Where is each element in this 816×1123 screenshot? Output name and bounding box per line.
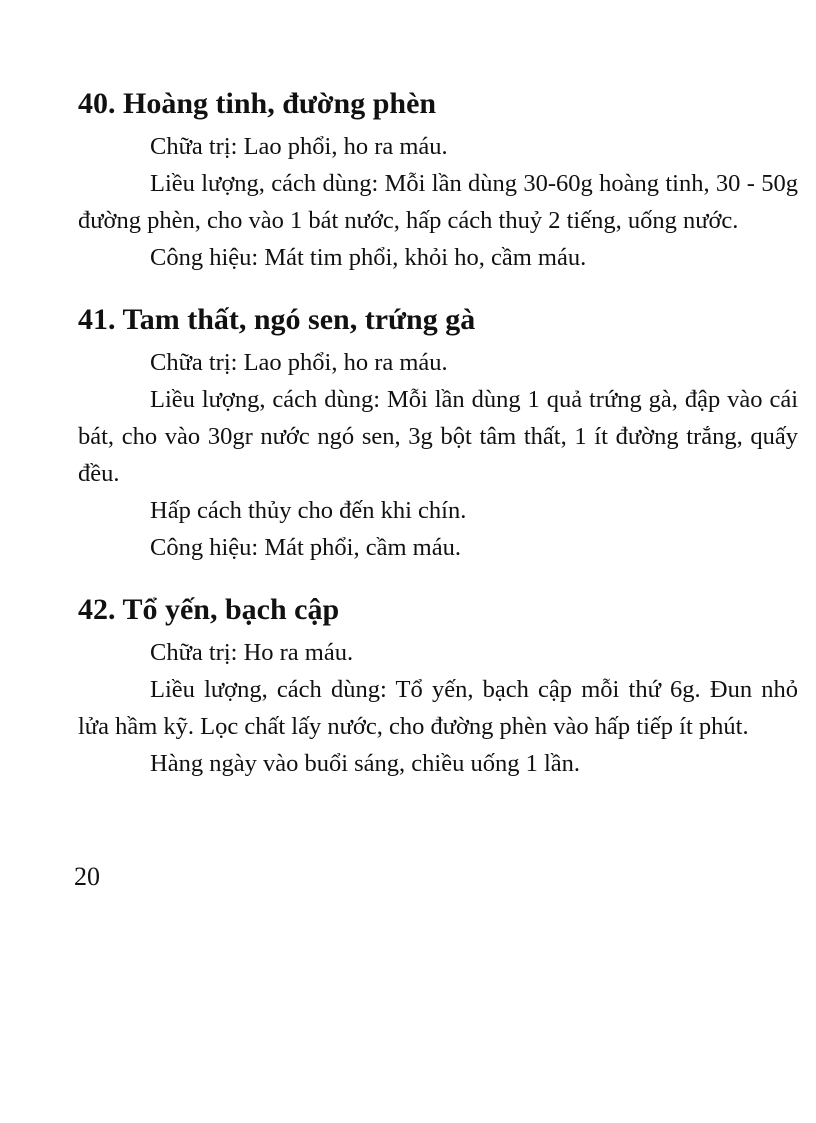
recipe-section-42 — [78, 588, 798, 782]
paragraph-dosage: Liều lượng, cách dùng: Mỗi lần dùng 1 quả trứng gà, đập vào cái bát, cho vào 30gr nước ngó sen, 3g bột tâm thất, 1 ít đường trắng, quấy đều. — [78, 386, 798, 487]
paragraph-preparation: Hấp cách thủy cho đến khi chín. — [150, 497, 467, 524]
page-body — [78, 82, 798, 804]
section-heading: 41. Tam thất, ngó sen, trứng gà — [78, 303, 476, 336]
paragraph-usage: Hàng ngày vào buổi sáng, chiều uống 1 lần. — [150, 750, 581, 777]
section-heading: 40. Hoàng tinh, đường phèn — [78, 87, 437, 120]
paragraph-indication: Chữa trị: Ho ra máu. — [150, 639, 354, 666]
paragraph-dosage: Liều lượng, cách dùng: Tổ yến, bạch cập mỗi thứ 6g. Đun nhỏ lửa hầm kỹ. Lọc chất lấy nước, cho đường phèn vào hấp tiếp ít phút. — [78, 676, 798, 740]
page-number: 20 — [74, 862, 100, 891]
paragraph-effect: Công hiệu: Mát phổi, cầm máu. — [150, 534, 461, 561]
paragraph-dosage: Liều lượng, cách dùng: Mỗi lần dùng 30-60g hoàng tinh, 30 - 50g đường phèn, cho vào 1 bát nước, hấp cách thuỷ 2 tiếng, uống nước. — [78, 170, 798, 234]
paragraph-indication: Chữa trị: Lao phổi, ho ra máu. — [150, 133, 448, 160]
scan-artifact — [0, 0, 14, 40]
paragraph-effect: Công hiệu: Mát tim phổi, khỏi ho, cầm máu. — [150, 244, 587, 271]
paragraph-indication: Chữa trị: Lao phổi, ho ra máu. — [150, 349, 448, 376]
recipe-section-40 — [78, 82, 798, 276]
section-heading: 42. Tổ yến, bạch cập — [78, 593, 340, 626]
recipe-section-41 — [78, 298, 798, 566]
